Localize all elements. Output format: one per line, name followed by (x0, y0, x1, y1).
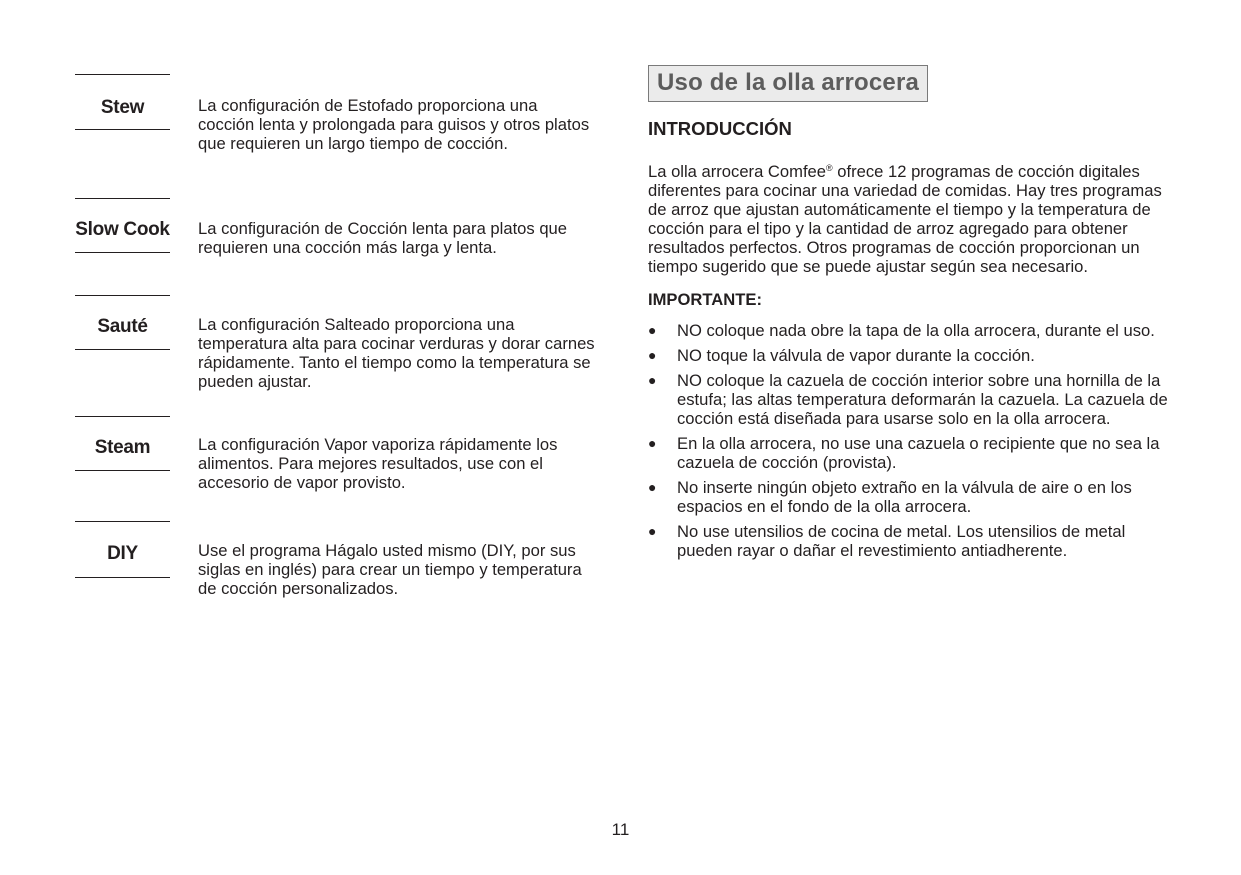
bullet-icon: ● (648, 435, 657, 451)
program-diy (75, 521, 605, 598)
list-item: ● No inserte ningún objeto extraño en la válvula de aire o en los espacios en el fondo de la olla arrocera. (648, 478, 1132, 516)
intro-heading: INTRODUCCIÓN (648, 118, 792, 139)
program-label: DIY (107, 543, 138, 564)
divider (75, 252, 170, 253)
divider (75, 416, 170, 417)
program-label: Sauté (97, 316, 148, 337)
divider (75, 74, 170, 75)
divider (75, 470, 170, 471)
divider (75, 295, 170, 296)
divider (75, 129, 170, 130)
program-saute (75, 295, 605, 416)
program-slow-cook (75, 198, 605, 295)
page-number: 11 (611, 820, 630, 839)
list-item: ● No use utensilios de cocina de metal. Los utensilios de metal pueden rayar o dañar el revestimiento antiadherente. (648, 522, 1126, 560)
bullet-icon: ● (648, 322, 657, 338)
important-heading: IMPORTANTE: (648, 290, 762, 309)
program-label: Stew (100, 97, 145, 118)
program-list (75, 74, 605, 598)
list-item: ● En la olla arrocera, no use una cazuela o recipiente que no sea la cazuela de cocción (provista). (648, 434, 1160, 472)
divider (75, 349, 170, 350)
divider (75, 198, 170, 199)
program-description: La configuración de Estofado proporciona una cocción lenta y prolongada para guisos y otros platos que requieren un largo tiempo de cocción. (198, 96, 590, 153)
program-label: Steam (94, 437, 151, 458)
program-label: Slow Cook (75, 219, 170, 240)
bullet-icon: ● (648, 523, 657, 539)
list-item: ● NO coloque la cazuela de cocción interior sobre una hornilla de la estufa; las altas temperatura deformarán la cazuela. La cazuela de cocción está diseñada para usarse solo en la olla arrocera. (648, 371, 1168, 428)
divider (75, 521, 170, 522)
divider (75, 577, 170, 578)
program-description: La configuración Salteado proporciona una temperatura alta para cocinar verduras y dorar carnes rápidamente. Tanto el tiempo como la temperatura se pueden ajustar. (198, 315, 595, 391)
program-description: Use el programa Hágalo usted mismo (DIY, por sus siglas en inglés) para crear un tiempo y temperatura de cocción personalizados. (198, 541, 582, 598)
important-list (648, 321, 1178, 560)
list-item: ● NO coloque nada obre la tapa de la olla arrocera, durante el uso. (648, 321, 1155, 340)
bullet-icon: ● (648, 479, 657, 495)
section-title: Uso de la olla arrocera (648, 65, 928, 102)
bullet-icon: ● (648, 372, 657, 388)
intro-paragraph: La olla arrocera Comfee® ofrece 12 programas de cocción digitales diferentes para cocinar una variedad de comidas. Hay tres programas de arroz que ajustan automáticamente el tiempo y la temperatura de cocción para el tipo y la cantidad de arroz agregado para obtener resultados perfectos. Otros programas de cocción proporcionan un tiempo sugerido que se puede ajustar según sea necesario. (648, 162, 1162, 276)
list-item: ● NO toque la válvula de vapor durante la cocción. (648, 346, 1035, 365)
registered-mark: ® (826, 163, 833, 173)
program-steam (75, 416, 605, 521)
program-description: La configuración de Cocción lenta para platos que requieren una cocción más larga y lenta. (198, 219, 568, 257)
program-stew (75, 74, 605, 198)
program-description: La configuración Vapor vaporiza rápidamente los alimentos. Para mejores resultados, use con el accesorio de vapor provisto. (198, 435, 558, 492)
bullet-icon: ● (648, 347, 657, 363)
rice-cooker-usage-section (648, 65, 1178, 566)
